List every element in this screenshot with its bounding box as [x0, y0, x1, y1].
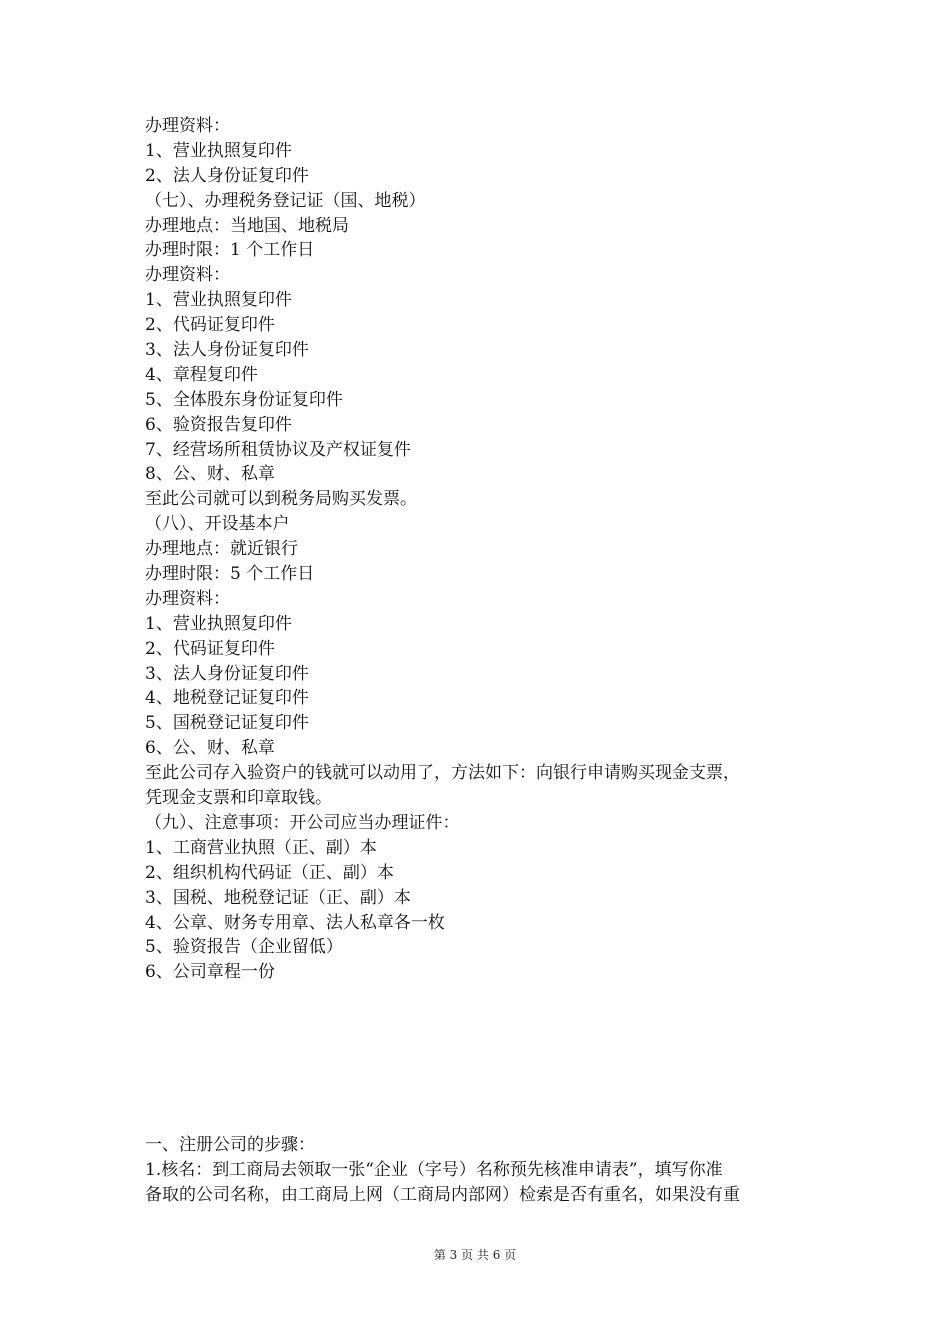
document-body-section-b [145, 1133, 825, 1208]
section-a-line: 6、公司章程一份 [145, 962, 275, 983]
section-a-line: 办理资料： [145, 265, 230, 286]
section-a-line: 3、法人身份证复印件 [145, 663, 309, 684]
section-a-line: 办理时限：5 个工作日 [145, 564, 315, 585]
section-a-line: 办理资料： [145, 588, 230, 609]
section-a-line: 办理地点：就近银行 [145, 539, 298, 560]
section-a-line: 1、营业执照复印件 [145, 140, 292, 161]
section-a-line: 5、全体股东身份证复印件 [145, 389, 343, 410]
section-b-line: 1.核名：到工商局去领取一张“企业（字号）名称预先核准申请表”，填写你准 [145, 1159, 723, 1180]
section-a-line: （八）、开设基本户 [145, 514, 290, 535]
section-a-line: 2、法人身份证复印件 [145, 165, 309, 186]
section-a-line: 办理时限：1 个工作日 [145, 240, 315, 261]
section-a-line: 1、工商营业执照（正、副）本 [145, 837, 377, 858]
section-a-line: 1、营业执照复印件 [145, 613, 292, 634]
section-a-line: 6、公、财、私章 [145, 738, 275, 759]
document-body-section-a [145, 114, 825, 985]
section-a-line: 3、法人身份证复印件 [145, 340, 309, 361]
section-a-line: 3、国税、地税登记证（正、副）本 [145, 887, 411, 908]
page-footer: 第 3 页 共 6 页 [433, 1248, 517, 1262]
section-a-line: 5、国税登记证复印件 [145, 713, 309, 734]
section-a-line: 4、地税登记证复印件 [145, 688, 309, 709]
section-a-line: 2、代码证复印件 [145, 315, 275, 336]
section-a-line: 办理地点：当地国、地税局 [145, 215, 349, 236]
section-a-line: （七）、办理税务登记证（国、地税） [145, 190, 426, 211]
section-b-line: 备取的公司名称，由工商局上网（工商局内部网）检索是否有重名，如果没有重 [145, 1184, 740, 1205]
section-a-line: 至此公司存入验资户的钱就可以动用了，方法如下：向银行申请购买现金支票， [145, 763, 740, 784]
section-b-line: 一、注册公司的步骤： [145, 1135, 315, 1155]
section-a-line: 1、营业执照复印件 [145, 290, 292, 311]
section-a-line: 2、组织机构代码证（正、副）本 [145, 862, 394, 883]
section-a-line: 8、公、财、私章 [145, 464, 275, 485]
section-a-line: 7、经营场所租赁协议及产权证复件 [145, 439, 411, 460]
section-a-line: 4、章程复印件 [145, 364, 258, 385]
section-a-line: 办理资料： [145, 116, 230, 136]
section-a-line: 4、公章、财务专用章、法人私章各一枚 [145, 912, 445, 933]
section-a-line: 凭现金支票和印章取钱。 [145, 788, 332, 809]
section-a-line: 2、代码证复印件 [145, 638, 275, 659]
section-a-line: 6、验资报告复印件 [145, 414, 292, 435]
section-a-line: 5、验资报告（企业留低） [145, 937, 343, 958]
section-a-line: （九）、注意事项：开公司应当办理证件： [145, 812, 460, 833]
section-a-line: 至此公司就可以到税务局购买发票。 [145, 489, 417, 510]
